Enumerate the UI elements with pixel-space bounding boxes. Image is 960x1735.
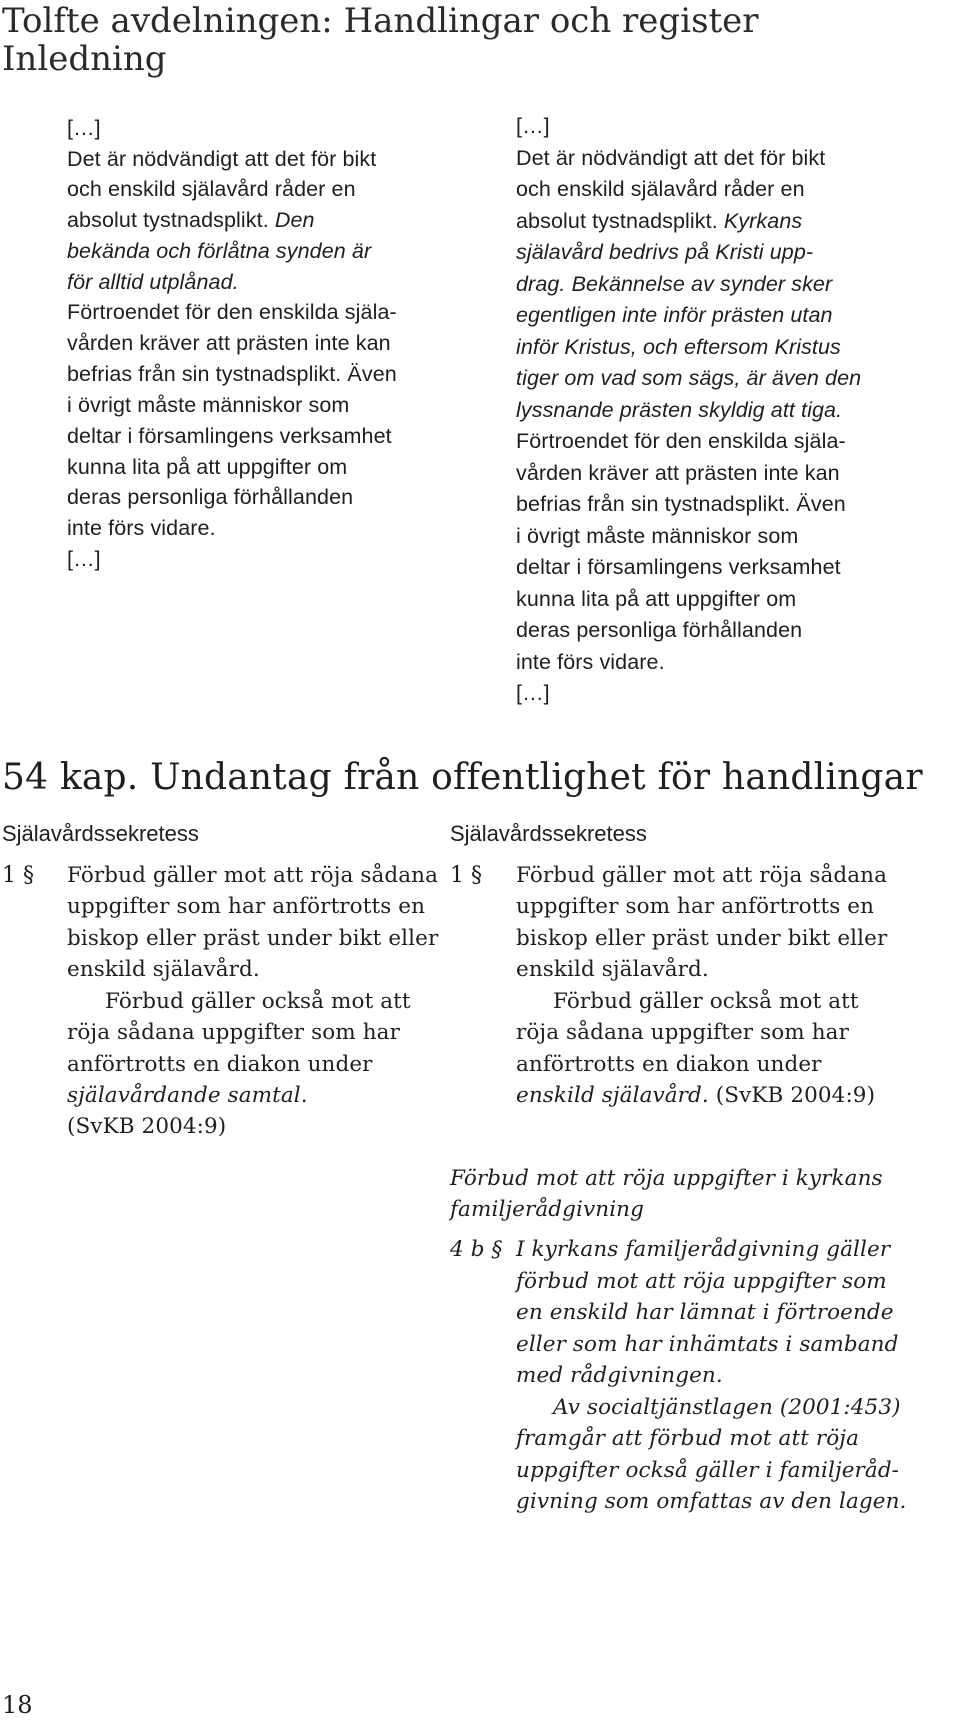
header-subtitle: Inledning — [2, 39, 167, 79]
italic-span: Den — [274, 208, 315, 232]
text-line: givning som omfattas av den lagen. — [516, 1489, 907, 1514]
text-line: enskild själavård. — [67, 957, 260, 982]
section-heading: familjerådgivning — [450, 1197, 644, 1222]
page-header — [2, 2, 960, 78]
text-line: lyssnande prästen skyldig att tiga. — [516, 398, 843, 422]
page-number: 18 — [2, 1691, 33, 1719]
text-line: eller som har inhämtats i samband — [516, 1332, 899, 1357]
text-line: biskop eller präst under bikt eller — [67, 926, 439, 951]
text-line: själavårdande samtal. — [67, 1083, 308, 1108]
text-line: röja sådana uppgifter som har — [67, 1020, 400, 1045]
text-line: själavård bedrivs på Kristi upp- — [516, 240, 814, 264]
text-span: absolut tystnadsplikt. — [67, 208, 275, 232]
text-line: befrias från sin tystnadsplikt. Även — [516, 492, 846, 516]
section-number: 4 b § — [450, 1237, 503, 1262]
text-line: framgår att förbud mot att röja — [516, 1426, 859, 1451]
chapter-title: Undantag från offentlighet för handlingar — [138, 757, 923, 798]
text-line: uppgifter som har anförtrotts en — [516, 894, 875, 919]
text-line: uppgifter också gäller i familjeråd- — [516, 1458, 900, 1483]
text-line: för alltid utplånad. — [67, 270, 239, 294]
text-line: tiger om vad som sägs, är även den — [516, 366, 862, 390]
text-line: egentligen inte inför prästen utan — [516, 303, 833, 327]
text-line — [516, 204, 802, 238]
chapter-number: 54 kap. — [2, 757, 139, 798]
text-line: inte förs vidare. — [516, 650, 665, 674]
text-line: deltar i församlingens verksamhet — [67, 424, 392, 448]
text-line: Det är nödvändigt att det för bikt — [516, 146, 826, 170]
italic-span: drag. — [516, 272, 572, 296]
text-line: I kyrkans familjerådgivning gäller — [516, 1237, 891, 1262]
text-line: förbud mot att röja uppgifter som — [516, 1269, 887, 1294]
text-line: röja sådana uppgifter som har — [516, 1020, 849, 1045]
text-line: deras personliga förhållanden — [67, 485, 354, 509]
text-line: i övrigt måste människor som — [67, 393, 350, 417]
text-line: inför Kristus, och eftersom Kristus — [516, 335, 841, 359]
text-line: i övrigt måste människor som — [516, 524, 799, 548]
text-line: enskild själavård. — [516, 957, 709, 982]
text-line: Förtroendet för den enskilda själa- — [516, 429, 846, 453]
text-line: Förbud gäller också mot att — [105, 989, 411, 1014]
text-line: vården kräver att prästen inte kan — [67, 331, 391, 355]
italic-span: enskild själavård. — [516, 1083, 709, 1108]
text-line: biskop eller präst under bikt eller — [516, 926, 888, 951]
text-line: […] — [516, 681, 550, 705]
chapter-heading — [2, 757, 923, 799]
text-line: bekända och förlåtna synden är — [67, 239, 372, 263]
italic-span: Bekännelse av synder sker — [571, 272, 833, 296]
text-line: kunna lita på att uppgifter om — [67, 455, 348, 479]
text-line: Förbud gäller också mot att — [553, 989, 859, 1014]
text-line: uppgifter som har anförtrotts en — [67, 894, 426, 919]
text-line — [516, 1079, 875, 1113]
italic-span: Kyrkans — [723, 209, 803, 233]
text-span: absolut tystnadsplikt. — [516, 209, 724, 233]
text-line: (SvKB 2004:9) — [67, 1114, 227, 1139]
text-line: deltar i församlingens verksamhet — [516, 555, 841, 579]
text-line: Förbud gäller mot att röja sådana — [516, 863, 888, 888]
text-line: Det är nödvändigt att det för bikt — [67, 147, 377, 171]
text-line: anförtrotts en diakon under — [67, 1052, 373, 1077]
text-line: Förtroendet för den enskilda själa- — [67, 300, 397, 324]
text-line: kunna lita på att uppgifter om — [516, 587, 797, 611]
text-line: vården kräver att prästen inte kan — [516, 461, 840, 485]
text-line: och enskild själavård råder en — [516, 177, 805, 201]
text-line: en enskild har lämnat i förtroende — [516, 1300, 894, 1325]
section-heading: Själavårdssekretess — [450, 821, 647, 846]
text-span: (SvKB 2004:9) — [708, 1083, 876, 1108]
text-line: inte förs vidare. — [67, 516, 216, 540]
section-number: 1 § — [2, 863, 34, 888]
text-line: […] — [67, 116, 101, 140]
text-line: med rådgivningen. — [516, 1363, 723, 1388]
text-line: […] — [67, 547, 101, 571]
text-line: […] — [516, 114, 550, 138]
header-title: Tolfte avdelningen: Handlingar och register — [2, 1, 759, 41]
text-line: deras personliga förhållanden — [516, 618, 803, 642]
section-heading: Förbud mot att röja uppgifter i kyrkans — [450, 1166, 883, 1191]
section-heading: Själavårdssekretess — [2, 821, 199, 846]
text-line: och enskild själavård råder en — [67, 177, 356, 201]
text-line: befrias från sin tystnadsplikt. Även — [67, 362, 397, 386]
text-line — [67, 203, 315, 237]
text-line — [516, 267, 832, 301]
text-line: anförtrotts en diakon under — [516, 1052, 822, 1077]
text-line: Av socialtjänstlagen (2001:453) — [553, 1395, 901, 1420]
text-line: Förbud gäller mot att röja sådana — [67, 863, 439, 888]
section-number: 1 § — [450, 863, 482, 888]
